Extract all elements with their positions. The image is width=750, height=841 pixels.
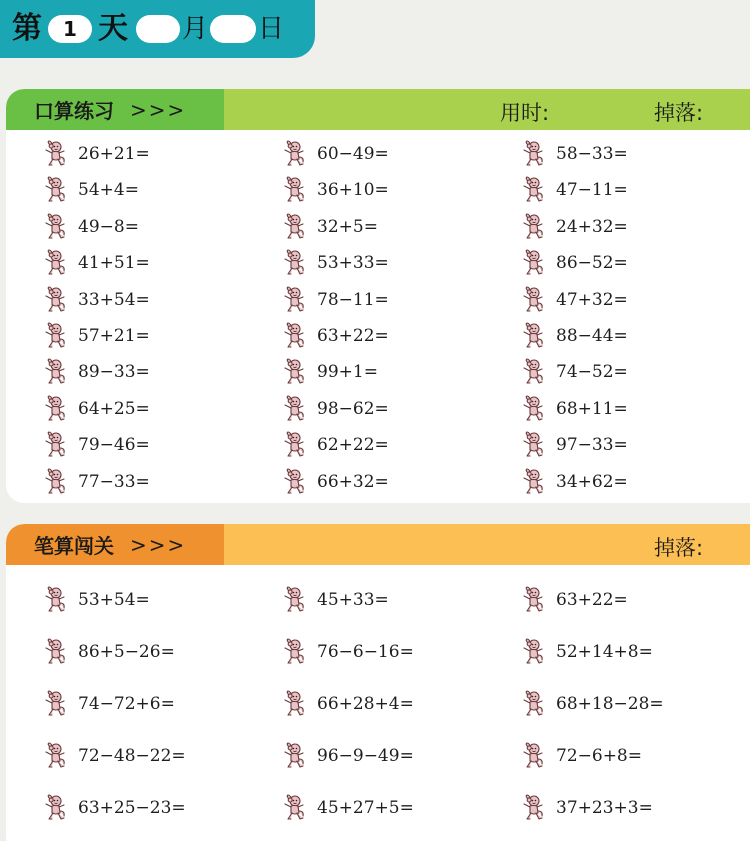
problem-item: [521, 431, 628, 459]
monkey-icon: [282, 431, 306, 459]
problem-item: [282, 431, 389, 459]
problem-item: [43, 742, 186, 770]
monkey-icon: [282, 176, 306, 204]
problem-expression: 98−62=: [317, 398, 389, 419]
month-label: 月: [182, 14, 209, 44]
problem-item: [282, 638, 414, 666]
date-field[interactable]: [210, 15, 256, 43]
problem-expression: 74−72+6=: [78, 694, 175, 714]
problem-item: [43, 586, 150, 614]
problem-expression: 88−44=: [556, 326, 628, 346]
problem-expression: 68+11=: [556, 398, 628, 419]
problem-item: [521, 322, 628, 350]
problem-item: [282, 358, 378, 386]
problem-item: [521, 140, 628, 168]
monkey-icon: [43, 286, 67, 314]
problem-expression: 47−11=: [556, 180, 628, 201]
problem-expression: 60−49=: [317, 144, 389, 164]
problem-item: [521, 638, 653, 666]
problem-item: [43, 794, 186, 822]
problem-expression: 86−52=: [556, 253, 628, 274]
written-dropped-label: 掉落:: [654, 536, 704, 560]
month-field[interactable]: [136, 15, 180, 43]
monkey-icon: [43, 742, 67, 770]
problem-item: [282, 794, 414, 822]
problem-expression: 41+51=: [78, 253, 150, 274]
problem-expression: 45+27+5=: [317, 798, 414, 818]
problem-expression: 37+23+3=: [556, 798, 653, 818]
monkey-icon: [43, 140, 67, 168]
time-used-label: 用时:: [500, 101, 550, 125]
monkey-icon: [521, 286, 545, 314]
monkey-icon: [521, 176, 545, 204]
problem-expression: 24+32=: [556, 216, 628, 237]
problem-expression: 89−33=: [78, 362, 150, 383]
problem-expression: 45+33=: [317, 590, 389, 610]
monkey-icon: [282, 586, 306, 614]
day-number-field[interactable]: 1: [48, 15, 92, 43]
monkey-icon: [282, 690, 306, 718]
problem-expression: 77−33=: [78, 471, 150, 492]
monkey-icon: [43, 638, 67, 666]
problem-item: [43, 431, 150, 459]
oral-section-arrows: >>>: [130, 97, 187, 122]
written-section-header: [6, 524, 750, 565]
problem-item: [282, 249, 389, 277]
monkey-icon: [43, 213, 67, 241]
problem-expression: 63+22=: [317, 326, 389, 346]
monkey-icon: [43, 322, 67, 350]
problem-item: [282, 140, 389, 168]
monkey-icon: [521, 690, 545, 718]
problem-expression: 64+25=: [78, 398, 150, 419]
problem-item: [43, 286, 150, 314]
day-prefix: 第: [12, 11, 42, 46]
monkey-icon: [521, 395, 545, 423]
monkey-icon: [282, 358, 306, 386]
problem-expression: 62+22=: [317, 435, 389, 456]
monkey-icon: [43, 468, 67, 496]
monkey-icon: [521, 638, 545, 666]
monkey-icon: [521, 431, 545, 459]
problem-expression: 57+21=: [78, 326, 150, 346]
problem-item: [521, 358, 628, 386]
problem-item: [282, 286, 389, 314]
monkey-icon: [282, 794, 306, 822]
problem-item: [282, 468, 389, 496]
problem-item: [521, 213, 628, 241]
date-label: 日: [258, 14, 285, 44]
problem-item: [43, 213, 139, 241]
problem-expression: 99+1=: [317, 362, 378, 383]
problem-expression: 52+14+8=: [556, 642, 653, 662]
oral-section-header: [6, 89, 750, 130]
monkey-icon: [43, 794, 67, 822]
problem-item: [43, 358, 150, 386]
problem-expression: 79−46=: [78, 435, 150, 456]
problem-item: [521, 286, 628, 314]
problem-expression: 68+18−28=: [556, 694, 664, 714]
day-header: [0, 0, 315, 58]
problem-item: [282, 742, 414, 770]
problem-item: [43, 638, 175, 666]
problem-item: [43, 140, 150, 168]
monkey-icon: [282, 395, 306, 423]
problem-expression: 36+10=: [317, 180, 389, 201]
problem-expression: 72−48−22=: [78, 746, 186, 766]
monkey-icon: [43, 395, 67, 423]
monkey-icon: [282, 322, 306, 350]
problem-expression: 74−52=: [556, 362, 628, 383]
problem-expression: 76−6−16=: [317, 642, 414, 662]
written-section-title: 笔算闯关: [34, 534, 114, 558]
problem-expression: 96−9−49=: [317, 746, 414, 766]
monkey-icon: [521, 249, 545, 277]
problem-expression: 26+21=: [78, 144, 150, 164]
problem-item: [282, 176, 389, 204]
problem-expression: 53+54=: [78, 590, 150, 610]
monkey-icon: [521, 468, 545, 496]
monkey-icon: [521, 586, 545, 614]
problem-expression: 66+32=: [317, 471, 389, 492]
problem-expression: 58−33=: [556, 144, 628, 164]
problem-expression: 72−6+8=: [556, 746, 642, 766]
monkey-icon: [43, 431, 67, 459]
problem-item: [282, 586, 389, 614]
problem-item: [43, 249, 150, 277]
monkey-icon: [521, 213, 545, 241]
problem-expression: 86+5−26=: [78, 642, 175, 662]
monkey-icon: [521, 140, 545, 168]
problem-expression: 49−8=: [78, 216, 139, 237]
written-section-arrows: >>>: [130, 532, 187, 557]
problem-item: [43, 322, 150, 350]
monkey-icon: [282, 140, 306, 168]
problem-item: [43, 468, 150, 496]
problem-item: [43, 176, 139, 204]
problem-expression: 78−11=: [317, 289, 389, 310]
problem-item: [521, 468, 628, 496]
monkey-icon: [521, 742, 545, 770]
problem-item: [521, 794, 653, 822]
problem-item: [521, 742, 642, 770]
day-suffix: 天: [98, 11, 128, 46]
oral-section-tab: [6, 89, 224, 130]
monkey-icon: [282, 638, 306, 666]
problem-item: [521, 176, 628, 204]
oral-section-strip: [224, 89, 750, 130]
monkey-icon: [282, 213, 306, 241]
problem-expression: 33+54=: [78, 289, 150, 310]
oral-section-title: 口算练习: [34, 99, 114, 123]
monkey-icon: [521, 322, 545, 350]
problem-item: [282, 213, 378, 241]
problem-item: [282, 395, 389, 423]
monkey-icon: [43, 358, 67, 386]
written-section-strip: [224, 524, 750, 565]
oral-practice-section: [6, 89, 750, 503]
problem-expression: 63+22=: [556, 590, 628, 610]
monkey-icon: [43, 690, 67, 718]
written-practice-section: [6, 524, 750, 841]
problem-item: [282, 322, 389, 350]
monkey-icon: [43, 249, 67, 277]
problem-expression: 32+5=: [317, 216, 378, 237]
problem-expression: 53+33=: [317, 253, 389, 274]
monkey-icon: [282, 249, 306, 277]
monkey-icon: [521, 358, 545, 386]
oral-dropped-label: 掉落:: [654, 101, 704, 125]
problem-expression: 54+4=: [78, 180, 139, 201]
problem-expression: 97−33=: [556, 435, 628, 456]
written-section-tab: [6, 524, 224, 565]
problem-item: [521, 395, 628, 423]
problem-expression: 63+25−23=: [78, 798, 186, 818]
problem-item: [282, 690, 414, 718]
problem-expression: 34+62=: [556, 471, 628, 492]
monkey-icon: [43, 586, 67, 614]
problem-item: [521, 249, 628, 277]
monkey-icon: [43, 176, 67, 204]
problem-expression: 47+32=: [556, 289, 628, 310]
problem-item: [43, 690, 175, 718]
monkey-icon: [282, 286, 306, 314]
problem-expression: 66+28+4=: [317, 694, 414, 714]
monkey-icon: [282, 468, 306, 496]
problem-item: [521, 690, 664, 718]
problem-item: [43, 395, 150, 423]
monkey-icon: [282, 742, 306, 770]
monkey-icon: [521, 794, 545, 822]
problem-item: [521, 586, 628, 614]
